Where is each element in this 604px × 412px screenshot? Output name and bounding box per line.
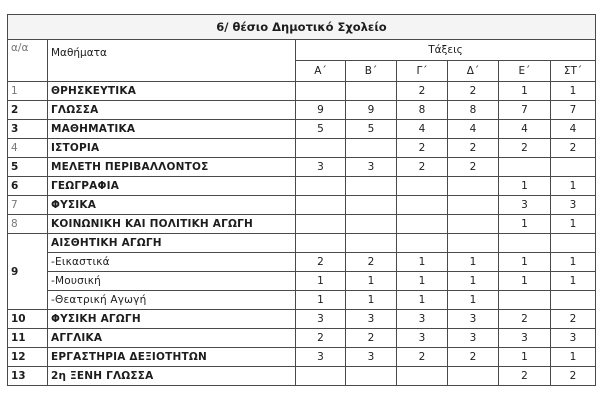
hours-cell [296, 139, 346, 158]
row-number: 5 [8, 158, 48, 177]
hours-cell [346, 234, 397, 253]
hours-cell: 2 [448, 348, 499, 367]
hours-cell [346, 215, 397, 234]
hours-cell [499, 158, 551, 177]
hours-cell: 7 [499, 101, 551, 120]
subject-name: ΚΟΙΝΩΝΙΚΗ ΚΑΙ ΠΟΛΙΤΙΚΗ ΑΓΩΓΗ [48, 215, 296, 234]
hours-cell [296, 234, 346, 253]
subject-name: ΓΛΩΣΣΑ [48, 101, 296, 120]
subject-name: ΓΕΩΓΡΑΦΙΑ [48, 177, 296, 196]
hours-cell: 2 [448, 158, 499, 177]
hours-cell: 3 [397, 310, 448, 329]
hours-cell [448, 177, 499, 196]
table-subrow [8, 272, 596, 291]
hours-cell [346, 177, 397, 196]
aa-header: α/α [8, 40, 48, 82]
hours-cell: 9 [296, 101, 346, 120]
schedule-table [7, 14, 596, 386]
hours-cell: 1 [551, 348, 596, 367]
hours-cell: 5 [296, 120, 346, 139]
hours-cell: 3 [448, 310, 499, 329]
hours-cell: 1 [499, 348, 551, 367]
hours-cell: 1 [551, 272, 596, 291]
hours-cell [346, 367, 397, 386]
hours-cell: 2 [397, 82, 448, 101]
table-title: 6/ θέσιο Δημοτικό Σχολείο [8, 15, 596, 40]
hours-cell: 2 [346, 253, 397, 272]
hours-cell: 1 [448, 272, 499, 291]
table-row [8, 234, 596, 253]
hours-cell: 1 [551, 177, 596, 196]
hours-cell: 1 [499, 253, 551, 272]
header-row [8, 40, 596, 61]
hours-cell: 3 [296, 158, 346, 177]
subject-name: ΘΡΗΣΚΕΥΤΙΚΑ [48, 82, 296, 101]
hours-cell: 3 [397, 329, 448, 348]
subject-name: -Εικαστικά [48, 253, 296, 272]
hours-cell: 4 [397, 120, 448, 139]
title-row [8, 15, 596, 40]
hours-cell [397, 177, 448, 196]
hours-cell [296, 196, 346, 215]
hours-cell: 2 [346, 329, 397, 348]
hours-cell: 3 [499, 329, 551, 348]
row-number: 8 [8, 215, 48, 234]
hours-cell: 1 [397, 272, 448, 291]
subject-name: -Θεατρική Αγωγή [48, 291, 296, 310]
table-row [8, 348, 596, 367]
hours-cell: 1 [296, 291, 346, 310]
table-row [8, 177, 596, 196]
table-row [8, 196, 596, 215]
hours-cell: 3 [346, 348, 397, 367]
hours-cell: 3 [346, 310, 397, 329]
hours-cell: 3 [551, 329, 596, 348]
hours-cell: 3 [551, 196, 596, 215]
hours-cell: 2 [448, 82, 499, 101]
hours-cell: 1 [296, 272, 346, 291]
hours-cell: 2 [551, 367, 596, 386]
hours-cell: 4 [499, 120, 551, 139]
grade-header: ΣΤ΄ [551, 61, 596, 82]
subject-name: ΜΑΘΗΜΑΤΙΚΑ [48, 120, 296, 139]
subject-name: 2η ΞΕΝΗ ΓΛΩΣΣΑ [48, 367, 296, 386]
hours-cell: 2 [499, 139, 551, 158]
subject-name: ΑΙΣΘΗΤΙΚΗ ΑΓΩΓΗ [48, 234, 296, 253]
table-row [8, 367, 596, 386]
hours-cell: 1 [346, 291, 397, 310]
hours-cell [448, 215, 499, 234]
hours-cell: 1 [448, 253, 499, 272]
grade-header: Ε΄ [499, 61, 551, 82]
table-subrow [8, 253, 596, 272]
row-number: 4 [8, 139, 48, 158]
row-number: 7 [8, 196, 48, 215]
row-number: 13 [8, 367, 48, 386]
row-number: 10 [8, 310, 48, 329]
subject-name: ΕΡΓΑΣΤΗΡΙΑ ΔΕΞΙΟΤΗΤΩΝ [48, 348, 296, 367]
hours-cell: 8 [397, 101, 448, 120]
hours-cell: 2 [397, 139, 448, 158]
hours-cell: 1 [499, 82, 551, 101]
row-number: 9 [8, 234, 48, 310]
hours-cell: 2 [499, 310, 551, 329]
hours-cell: 4 [551, 120, 596, 139]
hours-cell: 1 [551, 82, 596, 101]
row-number: 6 [8, 177, 48, 196]
hours-cell: 1 [499, 272, 551, 291]
hours-cell: 2 [296, 253, 346, 272]
hours-cell [296, 367, 346, 386]
hours-cell [499, 291, 551, 310]
table-subrow [8, 291, 596, 310]
hours-cell [397, 196, 448, 215]
grade-header: Α΄ [296, 61, 346, 82]
grade-header: Γ΄ [397, 61, 448, 82]
subject-name: ΦΥΣΙΚΑ [48, 196, 296, 215]
table-row [8, 120, 596, 139]
hours-cell [448, 367, 499, 386]
hours-cell [296, 82, 346, 101]
hours-cell: 8 [448, 101, 499, 120]
subjects-header: Μαθήματα [48, 40, 296, 82]
table-row [8, 215, 596, 234]
hours-cell: 1 [448, 291, 499, 310]
subject-name: ΙΣΤΟΡΙΑ [48, 139, 296, 158]
hours-cell [551, 291, 596, 310]
row-number: 11 [8, 329, 48, 348]
hours-cell [346, 196, 397, 215]
hours-cell: 1 [397, 253, 448, 272]
hours-cell [448, 196, 499, 215]
hours-cell [551, 234, 596, 253]
hours-cell [397, 215, 448, 234]
hours-cell: 1 [397, 291, 448, 310]
hours-cell: 2 [448, 139, 499, 158]
hours-cell: 1 [346, 272, 397, 291]
hours-cell: 2 [551, 139, 596, 158]
table-row [8, 329, 596, 348]
table-row [8, 310, 596, 329]
hours-cell: 2 [551, 310, 596, 329]
subject-name: ΜΕΛΕΤΗ ΠΕΡΙΒΑΛΛΟΝΤΟΣ [48, 158, 296, 177]
table-row [8, 82, 596, 101]
classes-header: Τάξεις [296, 40, 596, 61]
hours-cell [499, 234, 551, 253]
row-number: 3 [8, 120, 48, 139]
hours-cell: 2 [499, 367, 551, 386]
hours-cell [397, 234, 448, 253]
hours-cell: 3 [296, 348, 346, 367]
hours-cell: 2 [296, 329, 346, 348]
hours-cell: 3 [296, 310, 346, 329]
hours-cell [397, 367, 448, 386]
hours-cell: 2 [397, 348, 448, 367]
hours-cell: 1 [551, 253, 596, 272]
hours-cell [448, 234, 499, 253]
schedule-document [7, 14, 596, 386]
row-number: 2 [8, 101, 48, 120]
hours-cell [346, 82, 397, 101]
hours-cell: 7 [551, 101, 596, 120]
row-number: 1 [8, 82, 48, 101]
table-row [8, 139, 596, 158]
grade-header: Δ΄ [448, 61, 499, 82]
hours-cell: 1 [551, 215, 596, 234]
table-row [8, 158, 596, 177]
subject-name: -Μουσική [48, 272, 296, 291]
hours-cell: 3 [346, 158, 397, 177]
hours-cell: 3 [499, 196, 551, 215]
hours-cell [296, 177, 346, 196]
hours-cell: 1 [499, 215, 551, 234]
hours-cell: 1 [499, 177, 551, 196]
hours-cell [551, 158, 596, 177]
hours-cell: 5 [346, 120, 397, 139]
subject-name: ΑΓΓΛΙΚΑ [48, 329, 296, 348]
table-row [8, 101, 596, 120]
row-number: 12 [8, 348, 48, 367]
hours-cell: 4 [448, 120, 499, 139]
hours-cell: 9 [346, 101, 397, 120]
hours-cell [346, 139, 397, 158]
hours-cell: 2 [397, 158, 448, 177]
subject-name: ΦΥΣΙΚΗ ΑΓΩΓΗ [48, 310, 296, 329]
hours-cell: 3 [448, 329, 499, 348]
hours-cell [296, 215, 346, 234]
grade-header: Β΄ [346, 61, 397, 82]
